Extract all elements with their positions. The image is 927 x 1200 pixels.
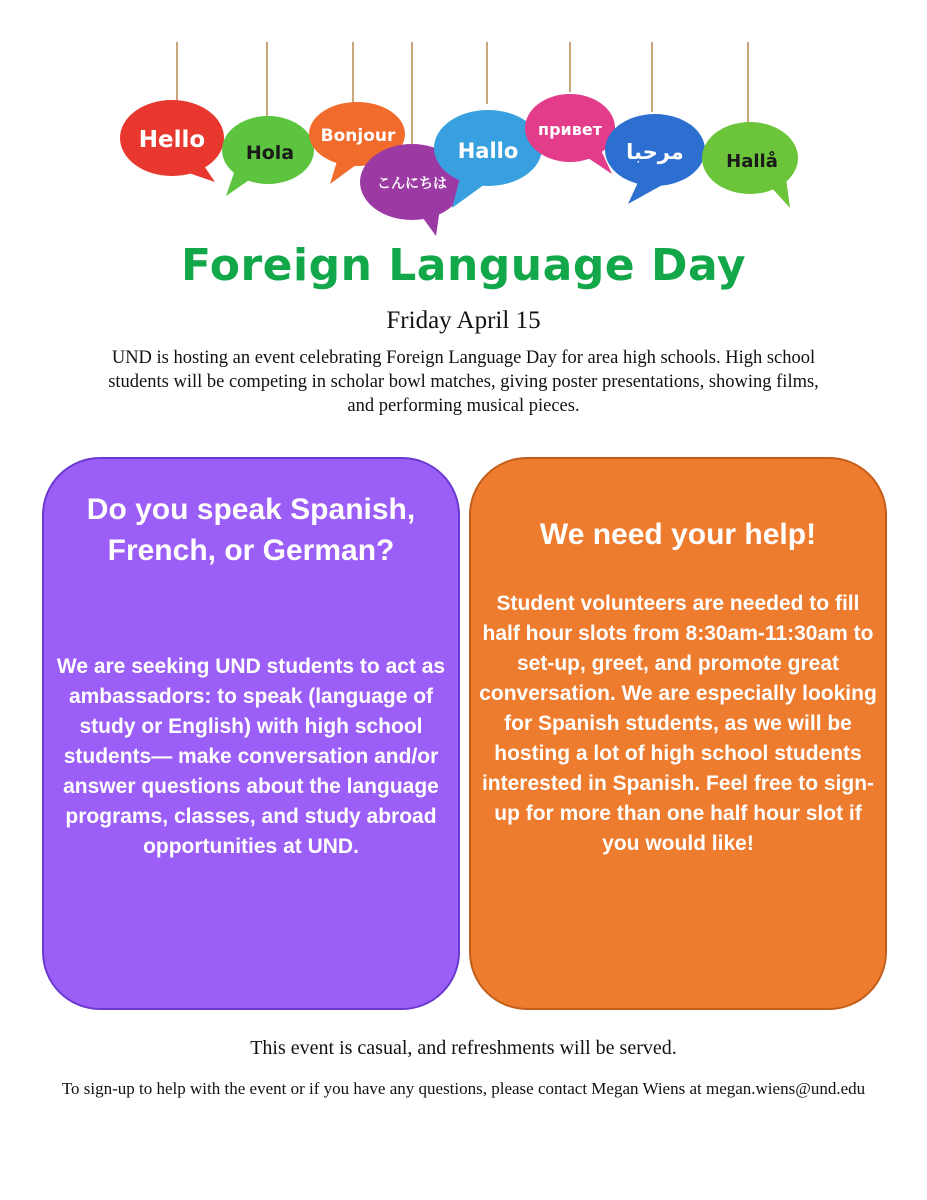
- ambassador-card-heading: Do you speak Spanish, French, or German?: [86, 493, 416, 567]
- event-date: Friday April 15: [386, 307, 541, 334]
- konnichiwa-text: こんにちは: [377, 176, 447, 192]
- privet-text: привет: [538, 120, 602, 139]
- marhaba-bubble: [605, 114, 705, 204]
- ambassador-card-body: We are seeking UND students to act as ambassadors: to speak (language of study or English) with high school students— make conversation and/or answer questions about the language programs, classes, and study abroad opportunities at UND.: [56, 655, 446, 858]
- hello-text: Hello: [138, 127, 206, 153]
- speech-bubbles-banner: [0, 0, 927, 240]
- hello-bubble: [120, 100, 224, 182]
- ambassador-card: [42, 457, 460, 1010]
- page-title: Foreign Language Day: [180, 240, 747, 291]
- privet-bubble: [525, 94, 615, 174]
- halla-text: Hallå: [726, 151, 778, 172]
- casual-note: This event is casual, and refreshments will be served.: [250, 1037, 677, 1059]
- marhaba-text: مرحبا: [626, 140, 684, 164]
- volunteer-card-heading: We need your help!: [539, 518, 817, 551]
- bonjour-text: Bonjour: [320, 126, 396, 146]
- hola-bubble: [222, 116, 314, 196]
- volunteer-card: [469, 457, 887, 1010]
- hola-text: Hola: [245, 142, 295, 164]
- intro-paragraph: UND is hosting an event celebrating Foreign Language Day for area high schools. High school students will be competing in scholar bowl matches, giving poster presentations, showing films, and performing musical pieces.: [108, 348, 819, 416]
- volunteer-card-body: Student volunteers are needed to fill half hour slots from 8:30am-11:30am to set-up, greet, and promote great conversation. We are especially looking for Spanish students, as we will be hosting a lot of high school students interested in Spanish. Feel free to sign-up for more than one half hour slot if you would like!: [479, 592, 877, 855]
- contact-note: To sign-up to help with the event or if you have any questions, please contact Megan Wiens at megan.wiens@und.edu: [61, 1079, 866, 1098]
- hallo-text: Hallo: [457, 139, 519, 163]
- halla-bubble: [702, 122, 798, 208]
